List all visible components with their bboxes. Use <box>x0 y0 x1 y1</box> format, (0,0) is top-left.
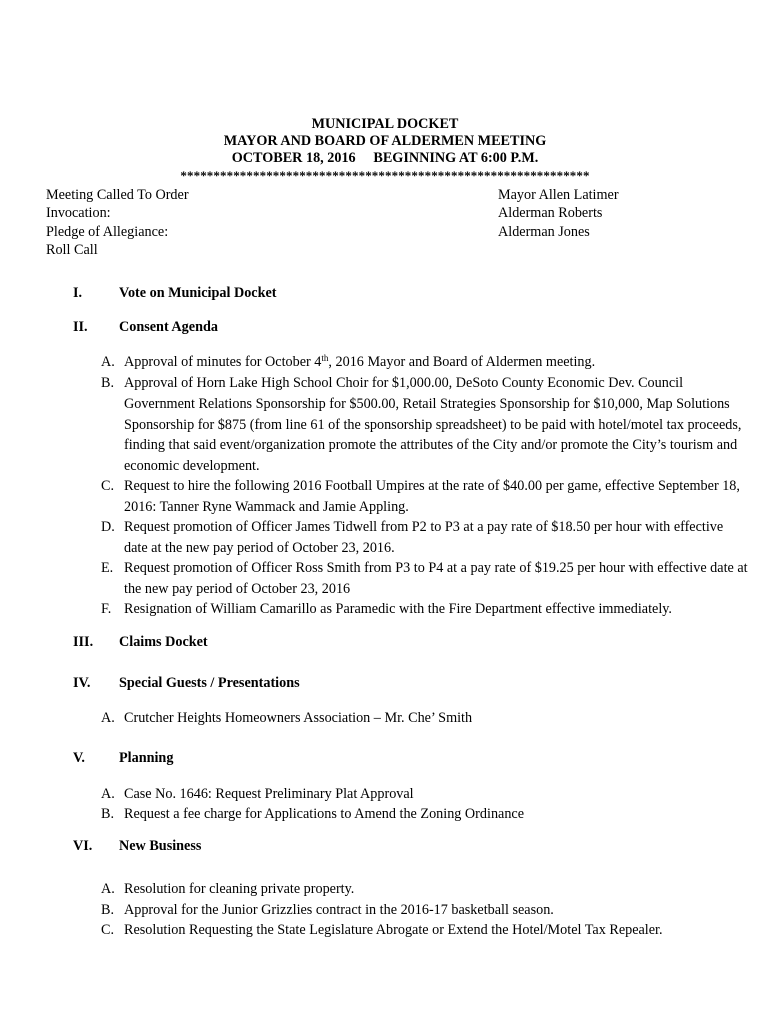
official-pledge: Alderman Jones <box>498 223 590 240</box>
consent-item-c <box>101 476 749 518</box>
new-business-item-b <box>101 900 749 921</box>
item-letter: A. <box>101 710 115 726</box>
opening-call-to-order: Meeting Called To Order <box>46 187 189 203</box>
item-letter: E. <box>101 560 114 576</box>
item-text: Request promotion of Officer James Tidwell from P2 to P3 at a pay rate of $18.50 per hour with effective date at the new pay period of October 23, 2016. <box>124 519 724 556</box>
section-number: IV. <box>73 675 91 691</box>
item-text: Resignation of William Camarillo as Paramedic with the Fire Department effective immediately. <box>124 601 672 617</box>
section-vote-on-docket <box>73 285 277 302</box>
item-letter: C. <box>101 922 115 938</box>
item-text: Case No. 1646: Request Preliminary Plat Approval <box>124 786 414 802</box>
meeting-date-time: OCTOBER 18, 2016 BEGINNING AT 6:00 P.M. <box>231 150 539 166</box>
item-letter: A. <box>101 881 115 897</box>
section-title: Special Guests / Presentations <box>119 675 300 691</box>
ordinal-suffix: th <box>321 353 329 363</box>
planning-item-a <box>101 784 749 805</box>
item-text-pre: Approval of minutes for October 4 <box>124 354 322 370</box>
consent-item-b <box>101 373 749 477</box>
official-invocation: Alderman Roberts <box>498 205 603 222</box>
item-text: Crutcher Heights Homeowners Association – Mr. Che’ Smith <box>124 710 473 726</box>
docket-title: MUNICIPAL DOCKET <box>311 116 459 132</box>
section-number: I. <box>73 285 83 301</box>
section-number: III. <box>73 634 94 650</box>
section-consent-agenda <box>73 319 218 336</box>
section-title: New Business <box>119 838 202 854</box>
section-planning <box>73 750 173 767</box>
new-business-item-a <box>101 879 749 900</box>
consent-item-d <box>101 517 749 559</box>
item-letter: A. <box>101 354 115 370</box>
section-number: II. <box>73 319 88 335</box>
opening-items <box>46 186 189 259</box>
section-special-guests <box>73 675 300 692</box>
opening-roll-call: Roll Call <box>46 241 98 258</box>
meeting-title: MAYOR AND BOARD OF ALDERMEN MEETING <box>223 133 547 149</box>
section-title: Claims Docket <box>119 634 208 650</box>
section-title: Planning <box>119 750 174 766</box>
new-business-item-c <box>101 920 749 941</box>
planning-item-b <box>101 804 749 825</box>
opening-pledge: Pledge of Allegiance: <box>46 223 169 240</box>
item-text: Approval of Horn Lake High School Choir for $1,000.00, DeSoto County Economic Dev. Council Government Relations Sponsorship for $500.00, Retail Strategies Sponsorship for $10,000, Map Solutions Sponsorship for $875 (from line 61 of the sponsorship spreadsheet) to be paid with hotel/motel tax proceeds, finding that said event/organization promote the attributes of the City and/or promote the City’s tourism and economic development. <box>124 375 742 475</box>
item-letter: F. <box>101 601 112 617</box>
item-text: Request promotion of Officer Ross Smith from P3 to P4 at a pay rate of $19.25 per hour with effective date at the new pay period of October 23, 2016 <box>124 560 748 597</box>
item-text: Resolution for cleaning private property. <box>124 881 355 897</box>
item-letter: C. <box>101 478 115 494</box>
opening-officials <box>498 186 619 241</box>
opening-invocation: Invocation: <box>46 205 111 222</box>
section-number: V. <box>73 750 85 766</box>
section-number: VI. <box>73 838 93 854</box>
official-mayor: Mayor Allen Latimer <box>498 187 619 203</box>
section-claims-docket <box>73 634 208 651</box>
item-letter: B. <box>101 902 115 918</box>
section-new-business <box>73 838 201 855</box>
consent-item-a <box>101 352 749 373</box>
item-letter: B. <box>101 375 115 391</box>
item-text: Resolution Requesting the State Legislature Abrogate or Extend the Hotel/Motel Tax Repealer. <box>124 922 663 938</box>
item-letter: B. <box>101 806 115 822</box>
guest-item-a <box>101 708 749 729</box>
separator-line: ************************************************************** <box>180 170 590 182</box>
item-text: Approval for the Junior Grizzlies contract in the 2016-17 basketball season. <box>124 902 554 918</box>
item-text: Request to hire the following 2016 Football Umpires at the rate of $40.00 per game, effective September 18, 2016: Tanner Ryne Wammack and Jamie Appling. <box>124 478 740 515</box>
item-text: Request a fee charge for Applications to Amend the Zoning Ordinance <box>124 806 525 822</box>
item-letter: A. <box>101 786 115 802</box>
consent-item-e <box>101 558 749 600</box>
section-title: Vote on Municipal Docket <box>119 285 277 301</box>
item-text-post: , 2016 Mayor and Board of Aldermen meeting. <box>328 354 596 370</box>
item-letter: D. <box>101 519 115 535</box>
consent-item-f <box>101 599 749 620</box>
section-title: Consent Agenda <box>119 319 218 335</box>
